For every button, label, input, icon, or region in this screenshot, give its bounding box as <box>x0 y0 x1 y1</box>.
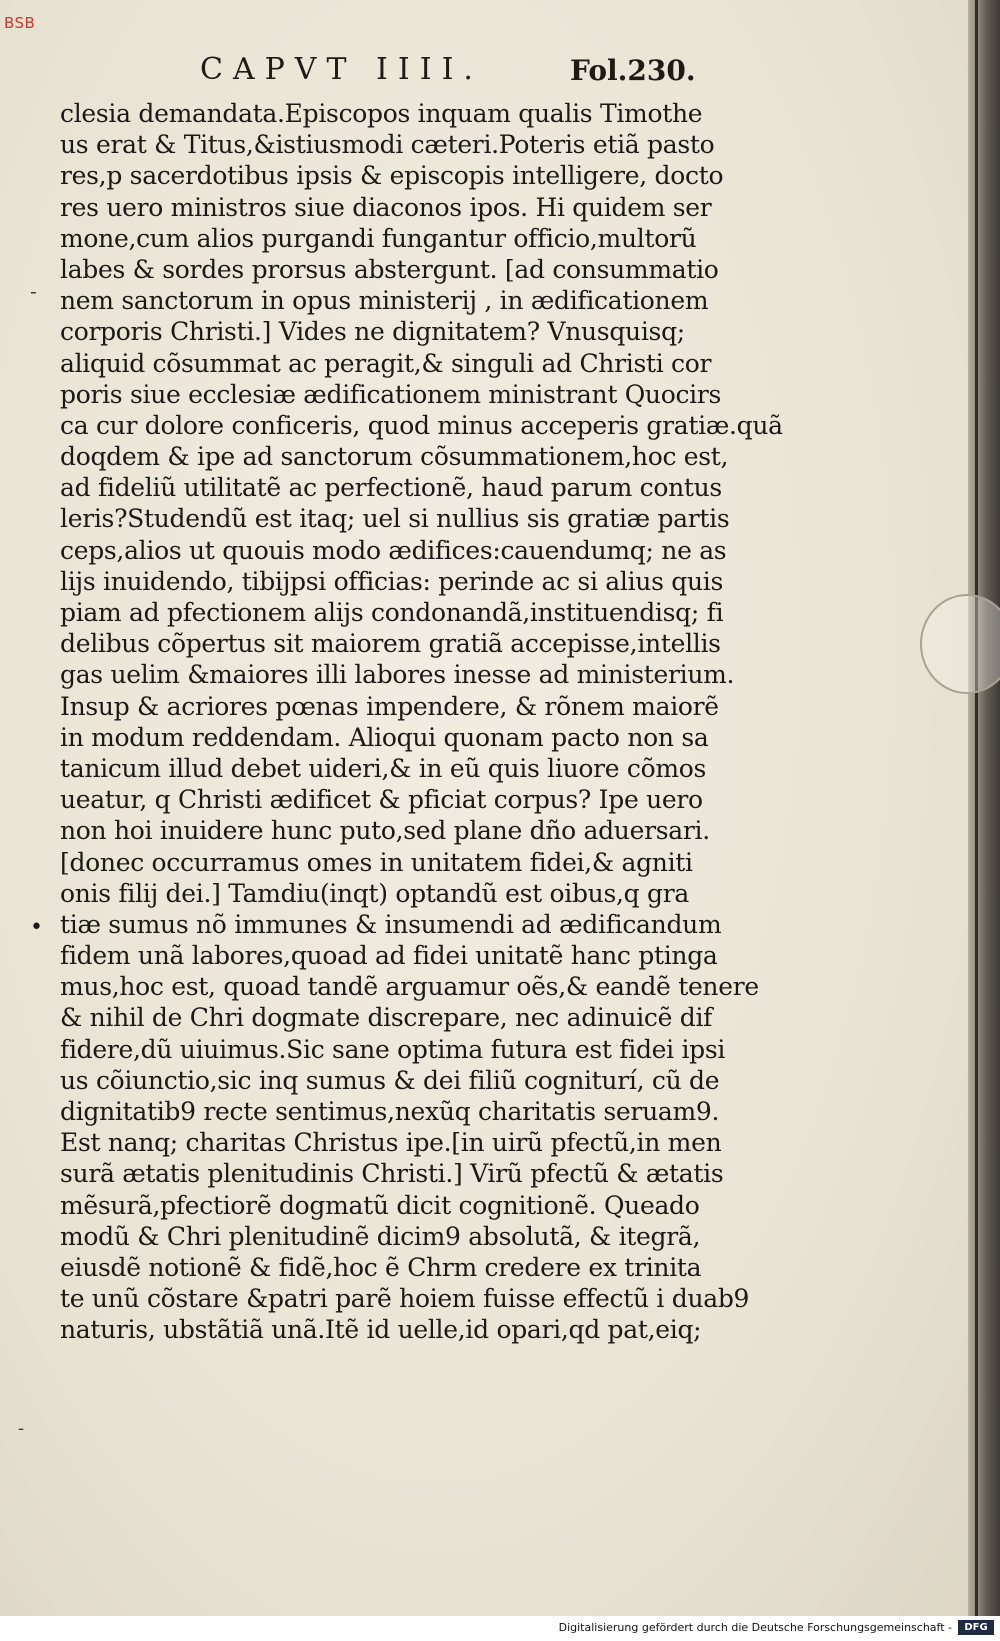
page-header <box>200 52 720 92</box>
text-line: ceps,alios ut quouis modo ædifices:cauendumq; ne as <box>60 535 727 565</box>
text-line: us erat & Titus,&istiusmodi cæteri.Poteris etiã pasto <box>60 130 715 160</box>
text-line: naturis, ubstãtiã unã.Itẽ id uelle,id opari,qd pat,eiq; <box>60 1315 702 1345</box>
text-line: aliquid cõsummat ac peragit,& singuli ad Christi cor <box>60 348 712 378</box>
text-line: mẽsurã,pfectiorẽ dogmatũ dicit cognitionẽ. Queado <box>60 1190 700 1220</box>
text-line: clesia demandata.Episcopos inquam qualis Timothe <box>60 99 703 128</box>
text-line: modũ & Chri plenitudinẽ dicim9 absolutã, & itegrã, <box>60 1221 701 1251</box>
text-line: ueatur, q Christi ædificet & pficiat corpus? Ipe uero <box>60 785 703 815</box>
text-line: [donec occurramus omes in unitatem fidei,& agniti <box>60 847 693 877</box>
text-line: gas uelim &maiores illi labores inesse ad ministerium. <box>60 660 735 690</box>
body-text <box>60 98 783 1346</box>
text-line: us cõiunctio,sic inq sumus & dei filiũ cogniturí, cũ de <box>60 1065 720 1095</box>
text-line: Est nanq; charitas Christus ipe.[in uirũ pfectũ,in men <box>60 1128 722 1158</box>
text-line: res uero ministros siue diaconos ipos. Hi quidem ser <box>60 192 712 222</box>
dfg-logo: DFG <box>958 1620 994 1635</box>
text-line: mus,hoc est, quoad tandẽ arguamur oẽs,& eandẽ tenere <box>60 972 759 1002</box>
text-line: lijs inuidendo, tibijpsi officias: perinde ac si alius quis <box>60 566 724 596</box>
text-line: mone,cum alios purgandi fungantur officio,multorũ <box>60 223 697 253</box>
text-line: ca cur dolore conficeris, quod minus acceperis gratiæ.quã <box>60 410 783 440</box>
text-line: in modum reddendam. Alioqui quonam pacto non sa <box>60 722 709 752</box>
text-line: delibus cõpertus sit maiorem gratiã accepisse,intellis <box>60 629 721 659</box>
text-line: tiæ sumus nõ immunes & insumendi ad ædificandum <box>60 909 722 939</box>
library-watermark: BSB <box>4 14 36 32</box>
text-line: onis filij dei.] Tamdiu(inqt) optandũ est oibus,q gra <box>60 878 689 908</box>
text-line: fidem unã labores,quoad ad fidei unitatẽ hanc ptinga <box>60 941 718 971</box>
text-line: corporis Christi.] Vides ne dignitatem? Vnusquisq; <box>60 317 685 347</box>
text-line: non hoi inuidere hunc puto,sed plane dño aduersari. <box>60 816 710 846</box>
text-line: surã ætatis plenitudinis Christi.] Virũ pfectũ & ætatis <box>60 1159 724 1189</box>
text-line: doqdem & ipe ad sanctorum cõsummationem,hoc est, <box>60 442 729 472</box>
text-line: & nihil de Chri dogmate discrepare, nec adinuicẽ dif <box>60 1003 713 1033</box>
text-line: eiusdẽ notionẽ & fidẽ,hoc ẽ Chrm credere ex trinita <box>60 1252 702 1282</box>
footer-bar <box>0 1616 1000 1641</box>
margin-mark: - <box>18 1418 25 1439</box>
margin-bullet: • <box>30 915 43 940</box>
margin-mark: - <box>30 279 37 303</box>
binding-edge <box>975 0 978 1616</box>
folio-number: Fol.230. <box>570 54 696 87</box>
page-edge <box>968 0 1000 1616</box>
funding-credit: Digitalisierung gefördert durch die Deutsche Forschungsgemeinschaft - <box>558 1621 952 1634</box>
running-title: CAPVT IIII. <box>200 52 483 87</box>
text-line: piam ad pfectionem alijs condonandã,instituendisq; fi <box>60 598 724 627</box>
text-line: leris?Studendũ est itaq; uel si nullius sis gratiæ partis <box>60 504 730 534</box>
text-line: tanicum illud debet uideri,& in eũ quis liuore cõmos <box>60 753 707 783</box>
text-line: Insup & acriores pœnas impendere, & rõnem maiorẽ <box>60 691 719 721</box>
text-line: ad fideliũ utilitatẽ ac perfectionẽ, haud parum contus <box>60 473 722 503</box>
text-line: fidere,dũ uiuimus.Sic sane optima futura est fidei ipsi <box>60 1034 726 1064</box>
text-line: poris siue ecclesiæ ædificationem ministrant Quocirs <box>60 379 722 409</box>
text-line: te unũ cõstare &patri parẽ hoiem fuisse effectũ i duab9 <box>60 1284 750 1314</box>
text-line: dignitatib9 recte sentimus,nexũq charitatis seruam9. <box>60 1097 720 1126</box>
text-line: nem sanctorum in opus ministerij , in ædificationem <box>60 286 709 316</box>
text-line: res,p sacerdotibus ipsis & episcopis intelligere, docto <box>60 161 724 191</box>
text-line: labes & sordes prorsus abstergunt. [ad consummatio <box>60 254 719 284</box>
